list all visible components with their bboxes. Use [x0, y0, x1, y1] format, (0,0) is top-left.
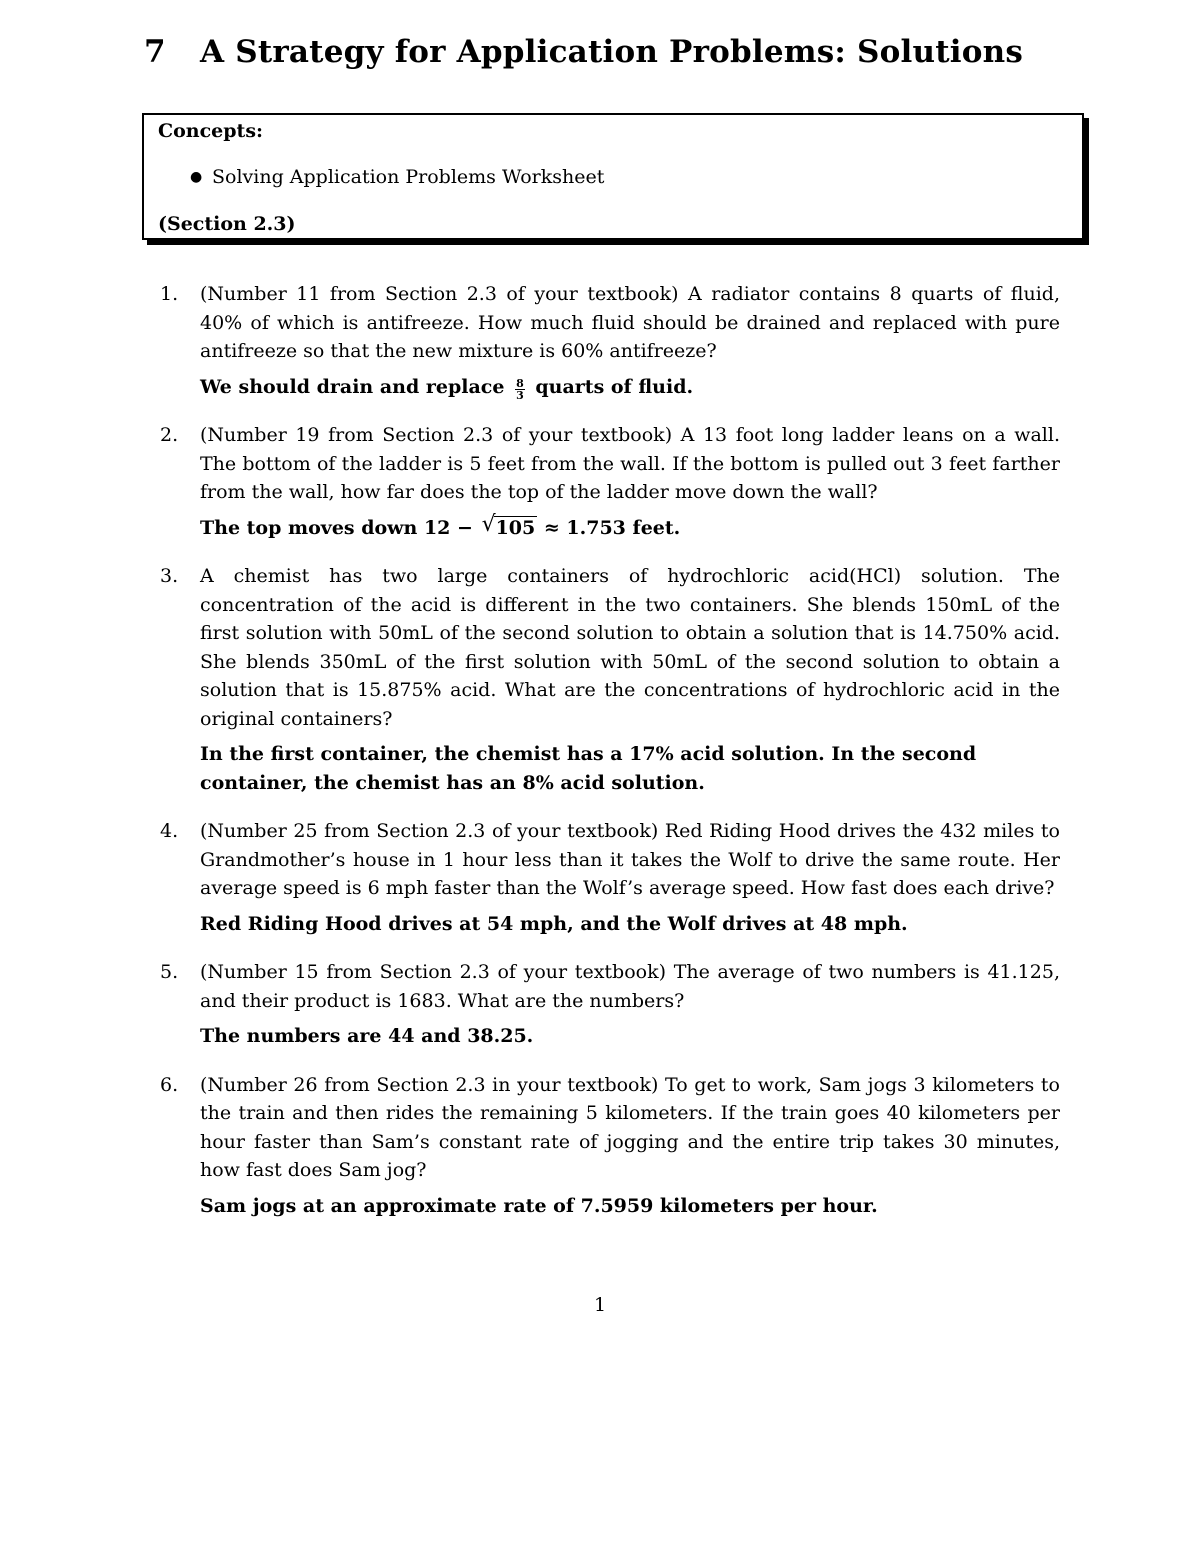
- problem-answer: Red Riding Hood drives at 54 mph, and the Wolf drives at 48 mph.: [200, 912, 908, 935]
- problem-item: [160, 280, 1060, 401]
- problem-number: 3.: [160, 565, 179, 587]
- concepts-list-item: [190, 166, 604, 188]
- fraction-denominator: 3: [516, 388, 524, 402]
- problem-item: [160, 562, 1060, 797]
- problem-item: [160, 1071, 1060, 1221]
- answer-text-after: quarts of fluid.: [535, 375, 694, 398]
- answer-text-before: The top moves down 12 −: [200, 516, 473, 539]
- radical-icon: √: [481, 511, 496, 537]
- section-heading: [144, 34, 1023, 70]
- concepts-title: Concepts:: [158, 120, 264, 142]
- problem-text: (Number 11 from Section 2.3 of your textbook) A radiator contains 8 quarts of fluid, 40% of which is antifreeze. How much fluid should be drained and replaced with pure antifreeze so that the new mixture is 60% antifreeze?: [200, 283, 1060, 362]
- concepts-section-ref: (Section 2.3): [158, 213, 296, 235]
- section-title: A Strategy for Application Problems: Solutions: [200, 34, 1023, 70]
- problem-text: (Number 26 from Section 2.3 in your textbook) To get to work, Sam jogs 3 kilometers to the train and then rides the remaining 5 kilometers. If the train goes 40 kilometers per hour faster than Sam’s constant rate of jogging and the entire trip takes 30 minutes, how fast does Sam jog?: [200, 1073, 1060, 1181]
- problem-answer: In the first container, the chemist has a 17% acid solution. In the second container, the chemist has an 8% acid solution.: [200, 743, 977, 794]
- problem-answer: [200, 511, 1060, 543]
- problem-number: 4.: [160, 820, 179, 842]
- problem-list: [160, 280, 1060, 1240]
- problem-text: (Number 15 from Section 2.3 of your textbook) The average of two numbers is 41.125, and their product is 1683. What are the numbers?: [200, 961, 1060, 1012]
- problem-text: A chemist has two large containers of hydrochloric acid(HCl) solution. The concentration of the acid is different in the two containers. She blends 150mL of the first solution with 50mL of the second solution to obtain a solution that is 14.750% acid. She blends 350mL of the first solution with 50mL of the second solution to obtain a solution that is 15.875% acid. What are the concentrations of hydrochloric acid in the original containers?: [200, 565, 1060, 730]
- problem-item: [160, 958, 1060, 1051]
- problem-number: 1.: [160, 283, 179, 305]
- answer-text-before: We should drain and replace: [200, 375, 505, 398]
- answer-text-after: ≈ 1.753 feet.: [543, 516, 681, 539]
- section-number: 7: [144, 34, 166, 70]
- problem-item: [160, 421, 1060, 542]
- problem-text: (Number 25 from Section 2.3 of your textbook) Red Riding Hood drives the 432 miles to Grandmother’s house in 1 hour less than it takes the Wolf to drive the same route. Her average speed is 6 mph faster than the Wolf’s average speed. How fast does each drive?: [200, 820, 1060, 899]
- problem-answer: [200, 373, 1060, 402]
- bullet-icon: ●: [190, 169, 203, 185]
- problem-number: 5.: [160, 961, 179, 983]
- concepts-item-label: Solving Application Problems Worksheet: [212, 166, 605, 188]
- problem-text: (Number 19 from Section 2.3 of your textbook) A 13 foot long ladder leans on a wall. The bottom of the ladder is 5 feet from the wall. If the bottom is pulled out 3 feet farther from the wall, how far does the top of the ladder move down the wall?: [200, 424, 1060, 503]
- problem-number: 2.: [160, 424, 179, 446]
- radicand: 105: [495, 516, 536, 539]
- answer-fraction: [515, 378, 525, 401]
- problem-number: 6.: [160, 1073, 179, 1096]
- square-root: [481, 511, 538, 543]
- problem-answer: The numbers are 44 and 38.25.: [200, 1025, 534, 1047]
- concepts-box: [142, 113, 1084, 240]
- problem-answer: Sam jogs at an approximate rate of 7.5959 kilometers per hour.: [200, 1194, 878, 1217]
- problem-item: [160, 817, 1060, 938]
- page-number: 1: [593, 1294, 607, 1316]
- fraction-numerator: 8: [516, 376, 524, 390]
